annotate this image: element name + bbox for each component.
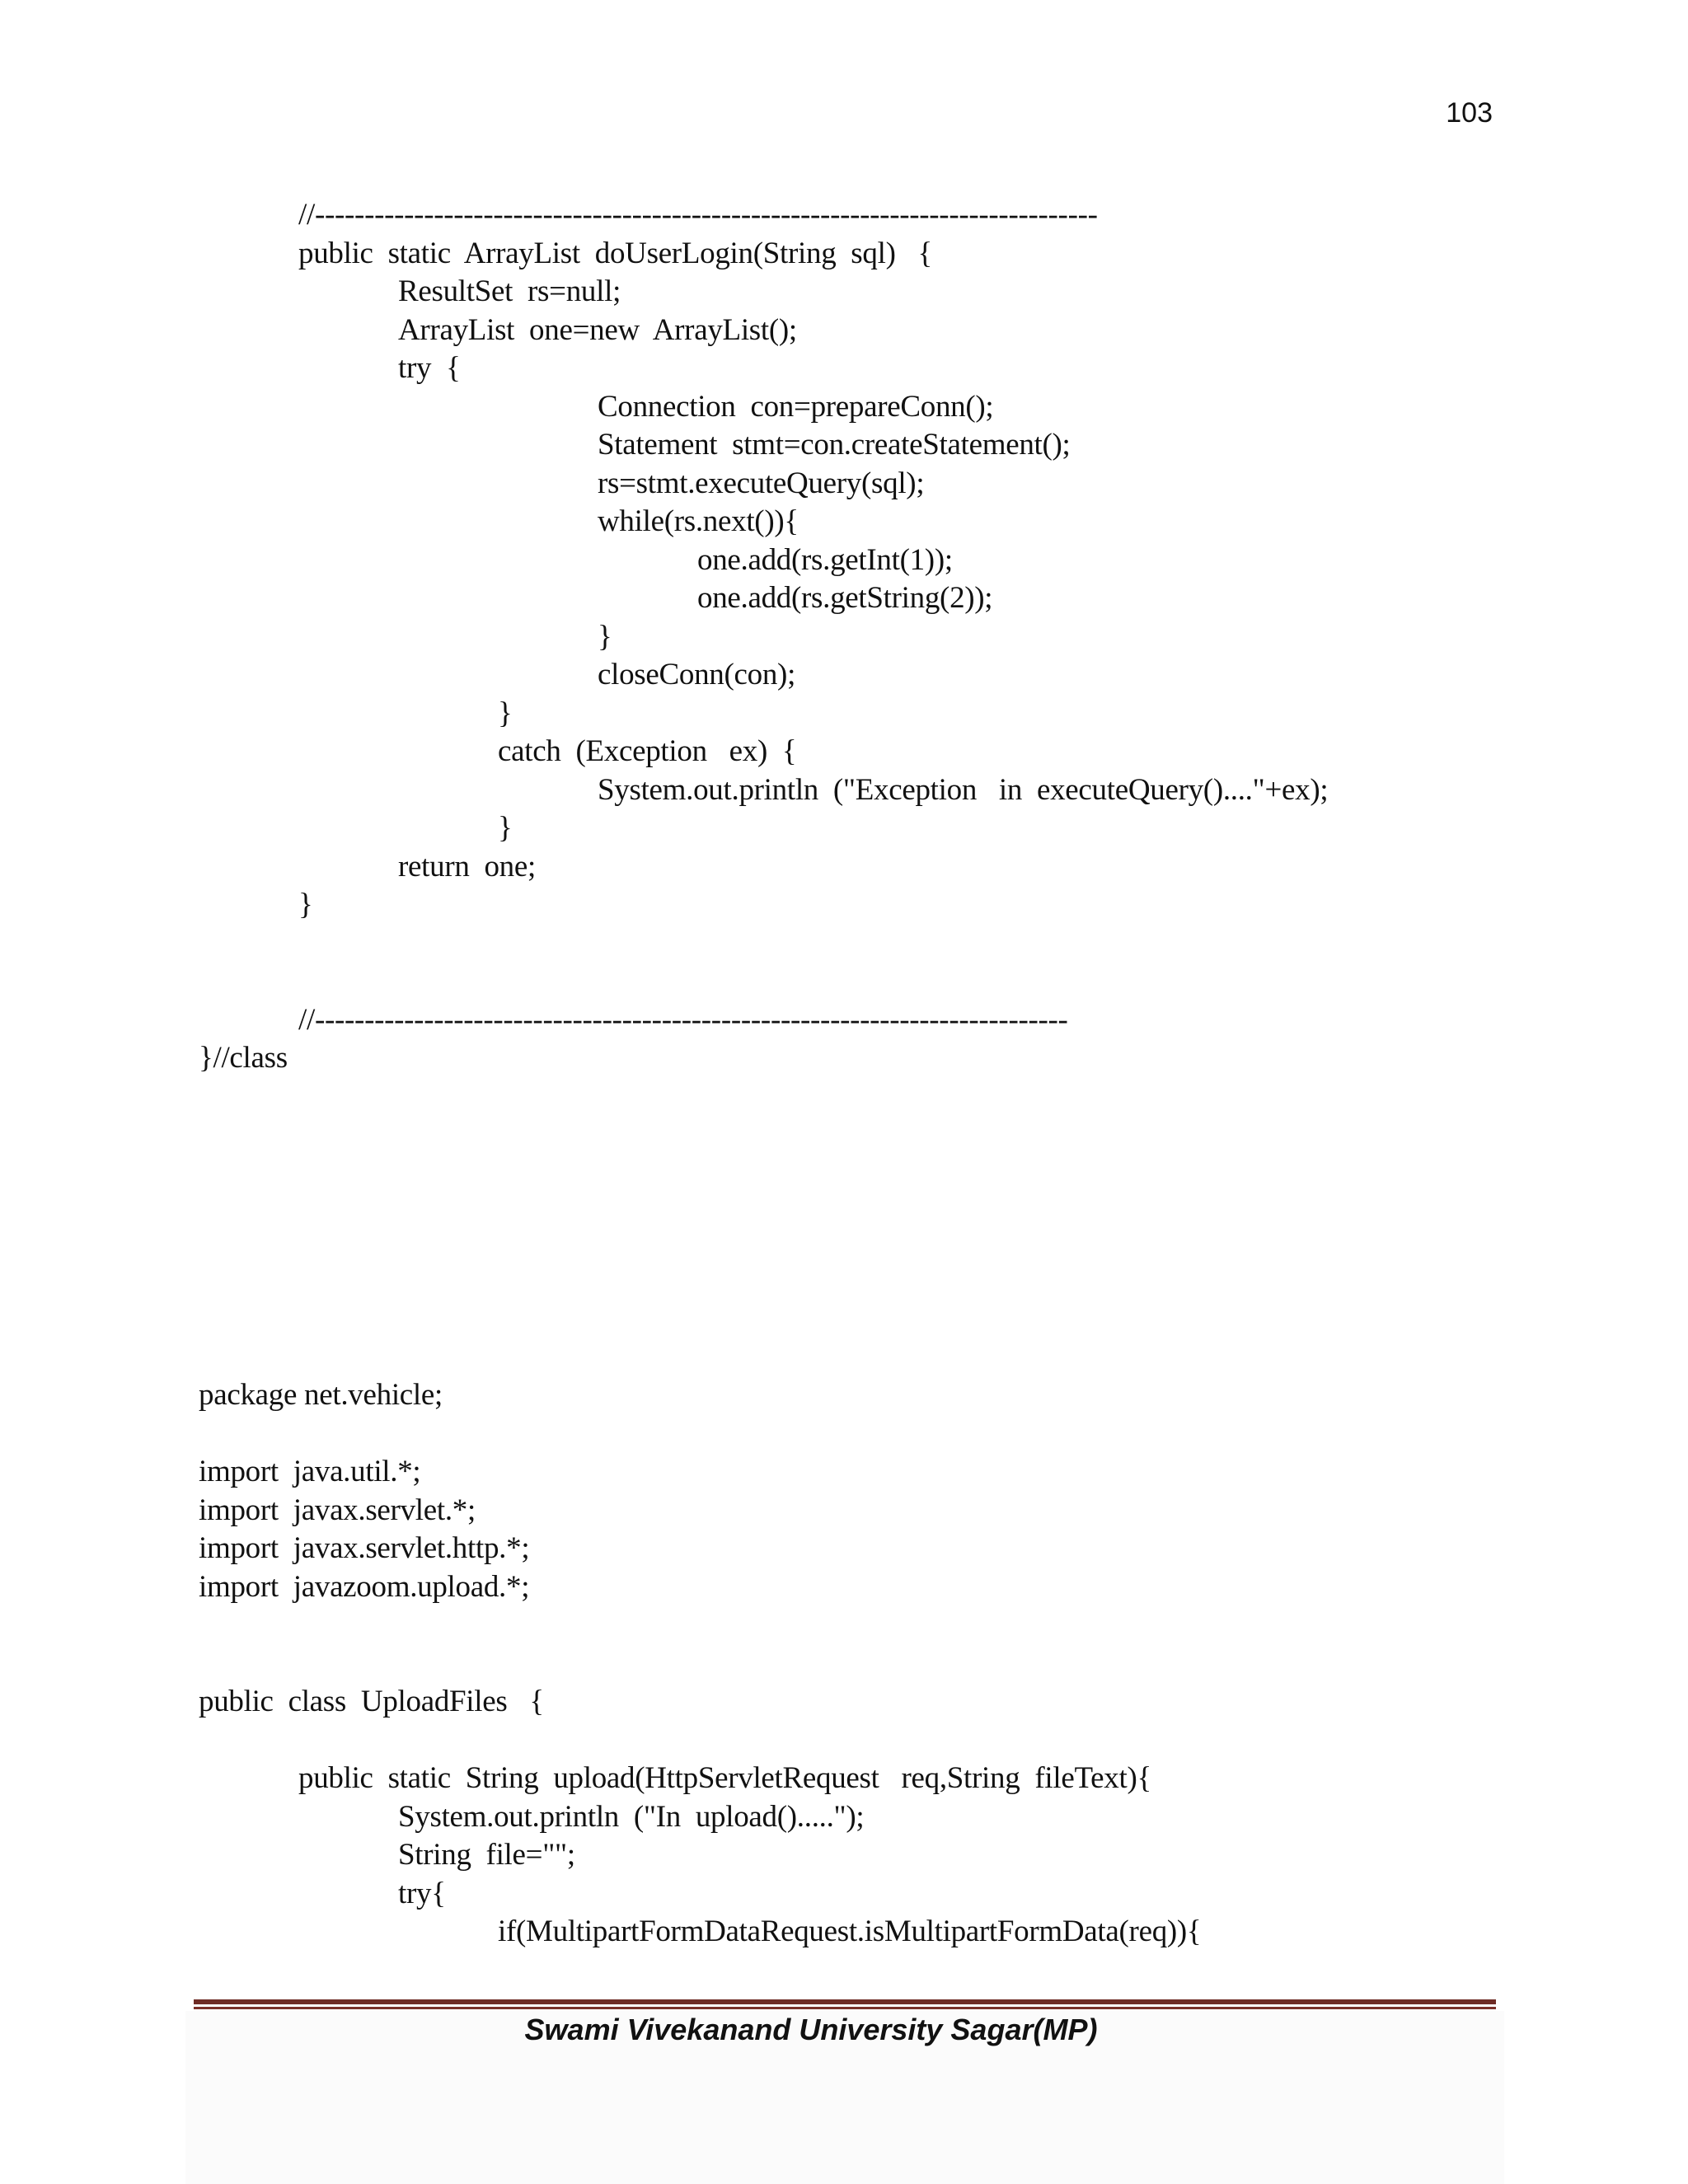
- code-line: [199, 925, 1328, 963]
- code-block-upload-class: [199, 1376, 1201, 1952]
- code-line: closeConn(con);: [598, 658, 796, 691]
- code-line: }: [498, 696, 513, 730]
- code-line: one.add(rs.getInt(1));: [697, 542, 953, 577]
- code-line: ResultSet rs=null;: [398, 274, 621, 308]
- code-line: public class UploadFiles {: [199, 1685, 544, 1718]
- code-line: Connection con=prepareConn();: [598, 389, 994, 424]
- code-line: catch (Exception ex) {: [498, 734, 797, 768]
- code-line: import javazoom.upload.*;: [199, 1569, 530, 1604]
- code-line: //-------------------------------------------------------------------------------: [298, 198, 1098, 232]
- code-line: try {: [398, 351, 461, 385]
- code-line: if(MultipartFormDataRequest.isMultipartFormData(req)){: [498, 1915, 1202, 1948]
- code-line: try{: [398, 1876, 446, 1910]
- code-line: }: [598, 619, 612, 654]
- code-line: import javax.servlet.http.*;: [199, 1531, 530, 1565]
- code-line: Statement stmt=con.createStatement();: [598, 428, 1071, 462]
- code-line: ArrayList one=new ArrayList();: [398, 312, 797, 347]
- code-line: return one;: [398, 849, 536, 883]
- code-line: [199, 1722, 1201, 1760]
- code-line: public static ArrayList doUserLogin(String sql) {: [298, 236, 932, 270]
- code-line: one.add(rs.getString(2));: [697, 581, 993, 615]
- footer-rule-thin: [194, 2007, 1496, 2009]
- code-line: [199, 1645, 1201, 1684]
- code-line: rs=stmt.executeQuery(sql);: [598, 466, 925, 500]
- page-number: 103: [1446, 97, 1493, 129]
- code-line: }: [498, 811, 513, 845]
- code-line: import javax.servlet.*;: [199, 1493, 476, 1527]
- code-line: package net.vehicle;: [199, 1378, 443, 1412]
- code-line: [199, 1415, 1201, 1454]
- code-block-login-method: [199, 196, 1328, 1078]
- footer-rule-thick: [194, 1999, 1496, 2004]
- footer-university-name: Swami Vivekanand University Sagar(MP): [524, 2013, 1098, 2046]
- code-line: String file="";: [398, 1838, 575, 1872]
- code-line: }: [298, 888, 313, 921]
- code-line: import java.util.*;: [199, 1455, 421, 1488]
- code-line: public static String upload(HttpServletRequest req,String fileText){: [298, 1761, 1151, 1795]
- code-line: }//class: [199, 1041, 288, 1075]
- code-line: System.out.println ("In upload().....");: [398, 1799, 865, 1834]
- code-line: [199, 963, 1328, 1001]
- code-line: //----------------------------------------------------------------------------: [298, 1002, 1068, 1037]
- code-line: while(rs.next()){: [598, 504, 799, 538]
- code-line: [199, 1606, 1201, 1645]
- code-line: System.out.println ("Exception in executeQuery()...."+ex);: [598, 772, 1329, 807]
